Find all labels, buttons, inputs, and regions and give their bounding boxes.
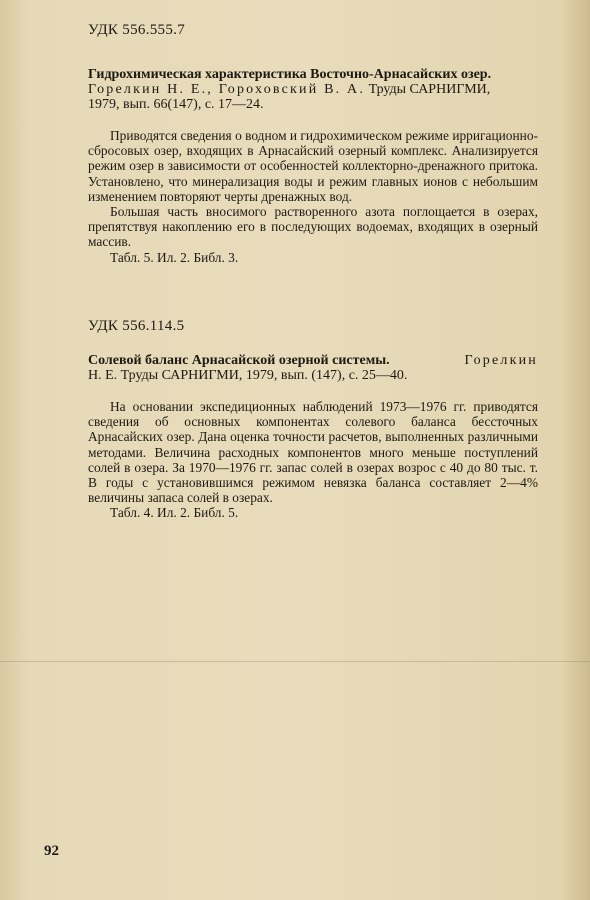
page-number: 92	[44, 843, 59, 859]
udk-code: УДК 556.114.5	[88, 318, 185, 334]
entry-source-2: 1979, вып. 66(147), с. 17—24.	[88, 97, 264, 112]
entry-authors: Горелкин	[464, 353, 538, 368]
entry-source: Н. Е. Труды САРНИГМИ, 1979, вып. (147), с. 25—40.	[88, 368, 408, 383]
abstract-entry-2	[88, 318, 538, 521]
udk-code: УДК 556.555.7	[88, 22, 185, 38]
entry-title-line	[88, 353, 538, 368]
entry-title: Гидрохимическая характеристика Восточно-Арнасайских озер.	[88, 67, 492, 82]
entry-abstract	[88, 128, 538, 250]
entry-citation	[88, 82, 538, 97]
abstract-entry-1	[88, 22, 538, 265]
page-crease	[0, 661, 590, 662]
abstract-paragraph: На основании экспедиционных наблюдений 1973—1976 гг. приводятся сведения об основных компонентах солевого баланса бессточных Арнасайских озер. Дана оценка точности расчетов, выполненных различными методами. Величина расходных компонентов много меньше поступлений солей в озера. За 1970—1976 гг. запас солей в озерах возрос с 40 до 80 тыс. т. В годы с установившимся режимом невязка баланса составляет 2—4% величины запаса солей в озерах.	[88, 399, 538, 506]
entry-title-line	[88, 67, 538, 82]
entry-source: Труды САРНИГМИ,	[365, 82, 491, 97]
entry-authors: Горелкин Н. Е., Гороховский В. А.	[88, 82, 366, 97]
abstract-paragraph: Приводятся сведения о водном и гидрохимическом режиме ирригационно-сбросовых озер, входящих в Арнасайский озерный комплекс. Анализируется режим озер в зависимости от особенностей коллекторно-дренажного притока. Установлено, что минерализация воды и режим главных ионов с небольшим изменением повторяют черты дренажных вод.	[88, 128, 538, 204]
abstract-paragraph: Большая часть вносимого растворенного азота поглощается в озерах, препятствуя накоплению его в последующих водоемах, входящих в озерный массив.	[88, 204, 538, 250]
entry-refs: Табл. 5. Ил. 2. Библ. 3.	[110, 249, 239, 265]
entry-title: Солевой баланс Арнасайской озерной системы.	[88, 353, 390, 368]
entry-abstract	[88, 399, 538, 505]
entry-refs: Табл. 4. Ил. 2. Библ. 5.	[110, 505, 239, 521]
